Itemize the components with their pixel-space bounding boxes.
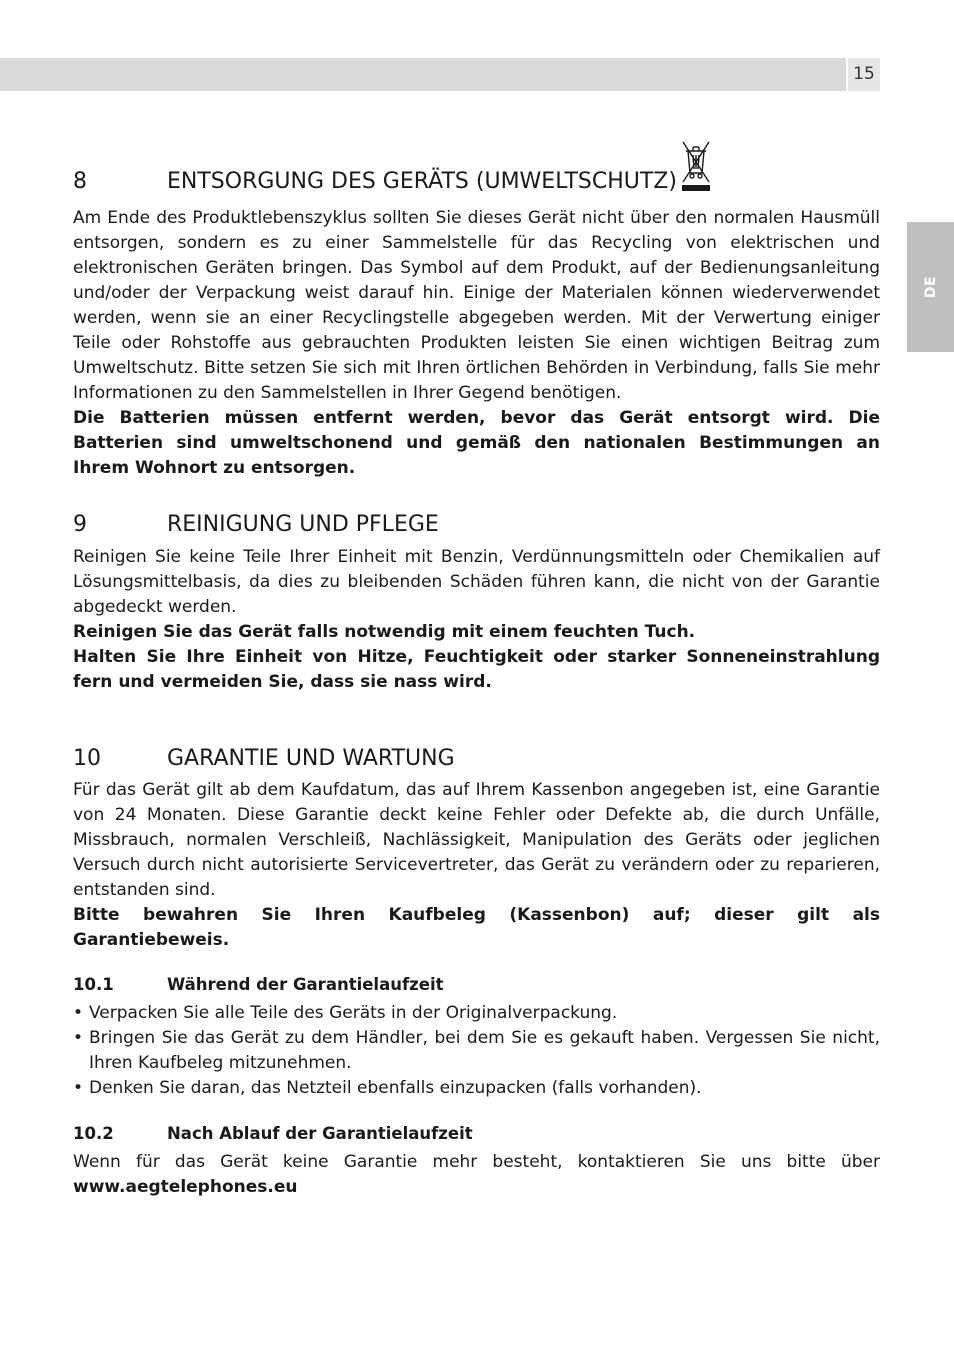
section-10-receipt-note: Bitte bewahren Sie Ihren Kaufbeleg (Kassenbon) auf; dieser gilt als Garantiebeweis.: [73, 905, 880, 950]
subsection-10-1-heading: [73, 973, 880, 997]
subsection-10-2-number: 10.2: [73, 1124, 114, 1143]
list-item: • Verpacken Sie alle Teile des Geräts in der Originalverpackung.: [73, 1001, 880, 1026]
header-bar: [0, 58, 846, 91]
section-8: [73, 138, 880, 481]
subsection-10-1-number: 10.1: [73, 975, 114, 994]
list-item: • Bringen Sie das Gerät zu dem Händler, bei dem Sie es gekauft haben. Vergessen Sie nicht, Ihren Kaufbeleg mitzunehmen.: [73, 1026, 880, 1076]
crossed-out-wheelie-bin-icon: [681, 138, 711, 203]
section-9: [73, 510, 880, 695]
section-9-heading: [73, 510, 880, 540]
section-9-paragraph: Reinigen Sie keine Teile Ihrer Einheit mit Benzin, Verdünnungsmitteln oder Chemikalien auf Lösungsmittelbasis, da dies zu bleibenden Schäden führen kann, die nicht von der Garantie abgedeckt werden.: [73, 547, 880, 617]
section-8-number: 8: [73, 169, 87, 194]
section-8-title: ENTSORGUNG DES GERÄTS (UMWELTSCHUTZ): [167, 169, 677, 194]
section-8-battery-note: Die Batterien müssen entfernt werden, bevor das Gerät entsorgt wird. Die Batterien sind umweltschonend und gemäß den nationalen Bestimmungen an Ihrem Wohnort zu entsorgen.: [73, 408, 880, 478]
section-10-paragraph: Für das Gerät gilt ab dem Kaufdatum, das auf Ihrem Kassenbon angegeben ist, eine Garantie von 24 Monaten. Diese Garantie deckt keine Fehler oder Defekte ab, die durch Unfälle, Missbrauch, normalen Verschleiß, Nachlässigkeit, Manipulation des Geräts oder jeglichen Versuch durch nicht autorisierte Servicevertreter, das Gerät zu verändern oder zu reparieren, entstanden sind.: [73, 780, 880, 900]
list-item: • Denken Sie daran, das Netzteil ebenfalls einzupacken (falls vorhanden).: [73, 1076, 880, 1101]
section-9-storage-note: Halten Sie Ihre Einheit von Hitze, Feuchtigkeit oder starker Sonneneinstrahlung fern und vermeiden Sie, dass sie nass wird.: [73, 647, 880, 692]
subsection-10-2-heading: [73, 1122, 880, 1146]
subsection-10-2-text: [73, 1150, 880, 1200]
section-10-heading: [73, 744, 880, 774]
language-tab-label: DE: [922, 275, 939, 299]
section-10: [73, 744, 880, 1200]
section-8-heading: [73, 138, 880, 203]
page-number: 15: [848, 58, 880, 91]
section-10-title: GARANTIE UND WARTUNG: [167, 746, 455, 771]
warranty-steps-list: [73, 1001, 880, 1101]
subsection-10-1-title: Während der Garantielaufzeit: [167, 975, 444, 994]
section-9-number: 9: [73, 512, 87, 537]
subsection-10-2-title: Nach Ablauf der Garantielaufzeit: [167, 1124, 473, 1143]
section-9-cleaning-note: Reinigen Sie das Gerät falls notwendig mit einem feuchten Tuch.: [73, 622, 696, 642]
language-tab: [907, 222, 954, 352]
contact-text: Wenn für das Gerät keine Garantie mehr besteht, kontaktieren Sie uns bitte über: [73, 1152, 880, 1172]
section-10-number: 10: [73, 746, 101, 771]
section-8-paragraph: Am Ende des Produktlebenszyklus sollten Sie dieses Gerät nicht über den normalen Hausmüll entsorgen, sondern es zu einer Sammelstelle für das Recycling von elektrischen und elektronischen Geräten bringen. Das Symbol auf dem Produkt, auf der Bedienungsanleitung und/oder der Verpackung weist darauf hin. Einige der Materialen können wiederverwendet werden, wenn sie an einer Recyclingstelle abgegeben werden. Mit der Verwertung einiger Teile oder Rohstoffe aus gebrauchten Produkten leisten Sie einen wichtigen Beitrag zum Umweltschutz. Bitte setzen Sie sich mit Ihren örtlichen Behörden in Verbindung, falls Sie mehr Informationen zu den Sammelstellen in Ihrer Gegend benötigen.: [73, 208, 880, 403]
section-9-title: REINIGUNG UND PFLEGE: [167, 512, 439, 537]
website-link[interactable]: www.aegtelephones.eu: [73, 1177, 298, 1197]
